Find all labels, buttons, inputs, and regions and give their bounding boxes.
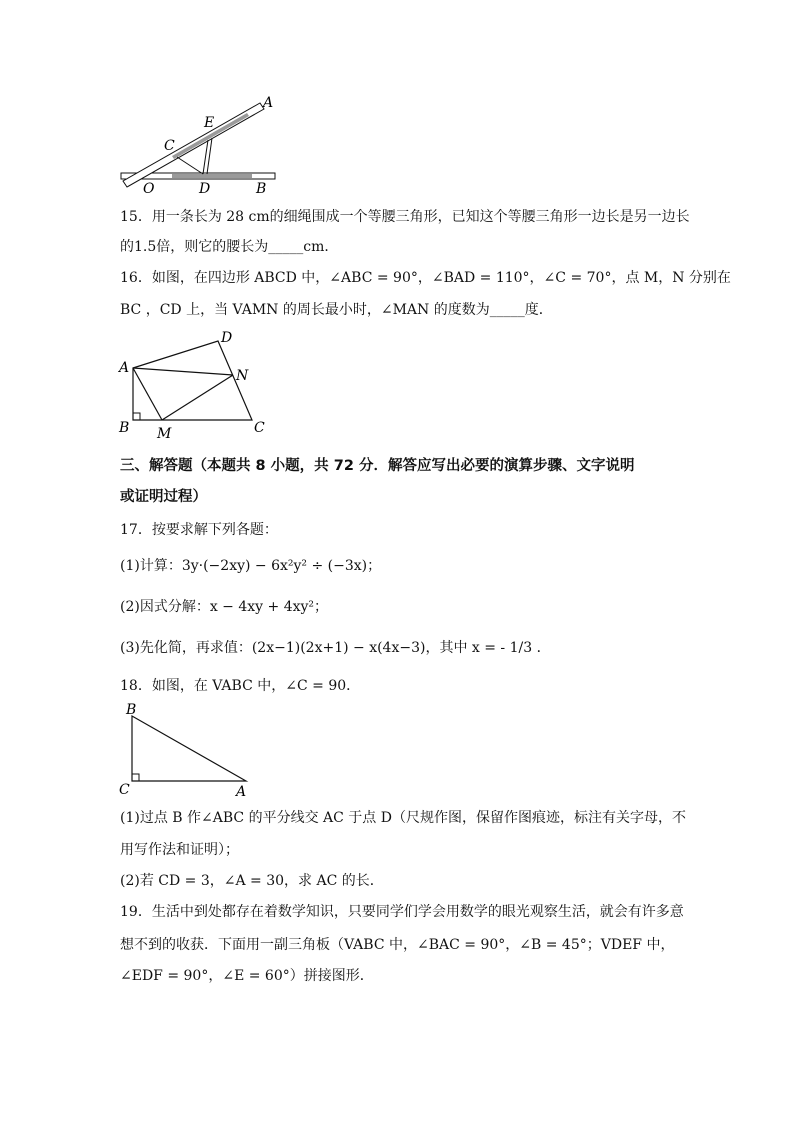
- label-B: B: [126, 702, 137, 718]
- base-bar-shade: [172, 174, 252, 178]
- q16-line2: BC ，CD 上，当 VAMN 的周长最小时，∠MAN 的度数为_____度．: [120, 302, 553, 318]
- q18-part2: (2)若 CD = 3，∠A = 30，求 AC 的长．: [120, 873, 384, 889]
- figure-q14: [115, 95, 285, 200]
- q15-line1: 15．用一条长为 28 cm的细绳围成一个等腰三角形，已知这个等腰三角形一边长是另一边长: [120, 209, 690, 225]
- q19-line2: 想不到的收获．下面用一副三角板（VABC 中，∠BAC = 90°，∠B = 45°；VDEF 中，: [120, 937, 675, 953]
- q17-stem: 17．按要求解下列各题：: [120, 522, 278, 538]
- label-C: C: [254, 420, 265, 436]
- quad-ABCD: [133, 341, 252, 420]
- seg-AN: [133, 368, 233, 375]
- right-angle-mark: [132, 774, 139, 781]
- q17-part1: (1)计算：3y·(−2xy) − 6x²y² ÷ (−3x)；: [120, 558, 382, 574]
- figure-q18: [115, 698, 260, 800]
- triangle-ABC: [132, 716, 246, 781]
- q15-line2: 的1.5倍，则它的腰长为_____cm．: [120, 239, 339, 255]
- right-angle-mark: [133, 413, 140, 420]
- section3-heading-line1: 三、解答题（本题共 8 小题，共 72 分．解答应写出必要的演算步骤、文字说明: [120, 458, 635, 474]
- seg-MN: [162, 375, 233, 420]
- label-E: E: [204, 115, 215, 131]
- q19-line1: 19．生活中到处都存在着数学知识，只要同学们学会用数学的眼光观察生活，就会有许多意: [120, 904, 684, 920]
- label-D: D: [221, 330, 233, 346]
- q17-part3: (3)先化简，再求值：(2x−1)(2x+1) − x(4x−3)，其中 x = - 1/3 ．: [120, 640, 551, 656]
- label-D: D: [199, 181, 211, 197]
- q18-part1-line1: (1)过点 B 作∠ABC 的平分线交 AC 于点 D（尺规作图，保留作图痕迹，标注有关字母，不: [120, 810, 686, 826]
- label-M: M: [157, 426, 172, 442]
- q18-stem: 18．如图，在 VABC 中，∠C = 90．: [120, 678, 361, 694]
- label-N: N: [236, 368, 249, 384]
- figure-q16: [115, 328, 275, 443]
- q19-line3: ∠EDF = 90°，∠E = 60°）拼接图形．: [120, 968, 374, 984]
- q16-line1: 16．如图，在四边形 ABCD 中，∠ABC = 90°，∠BAD = 110°，∠C = 70°，点 M，N 分别在: [120, 270, 731, 286]
- seg-AM: [133, 368, 162, 420]
- label-C: C: [119, 782, 130, 798]
- section3-heading-line2: 或证明过程）: [120, 489, 207, 505]
- q17-part2: (2)因式分解：x − 4xy + 4xy²；: [120, 599, 329, 615]
- label-C: C: [164, 138, 175, 154]
- label-A: A: [236, 784, 247, 800]
- strut-1: [177, 157, 203, 174]
- label-B: B: [119, 420, 130, 436]
- label-A: A: [263, 95, 274, 111]
- label-O: O: [143, 181, 155, 197]
- label-A: A: [119, 360, 130, 376]
- label-B: B: [256, 181, 267, 197]
- q18-part1-line2: 用写作法和证明）；: [120, 842, 239, 858]
